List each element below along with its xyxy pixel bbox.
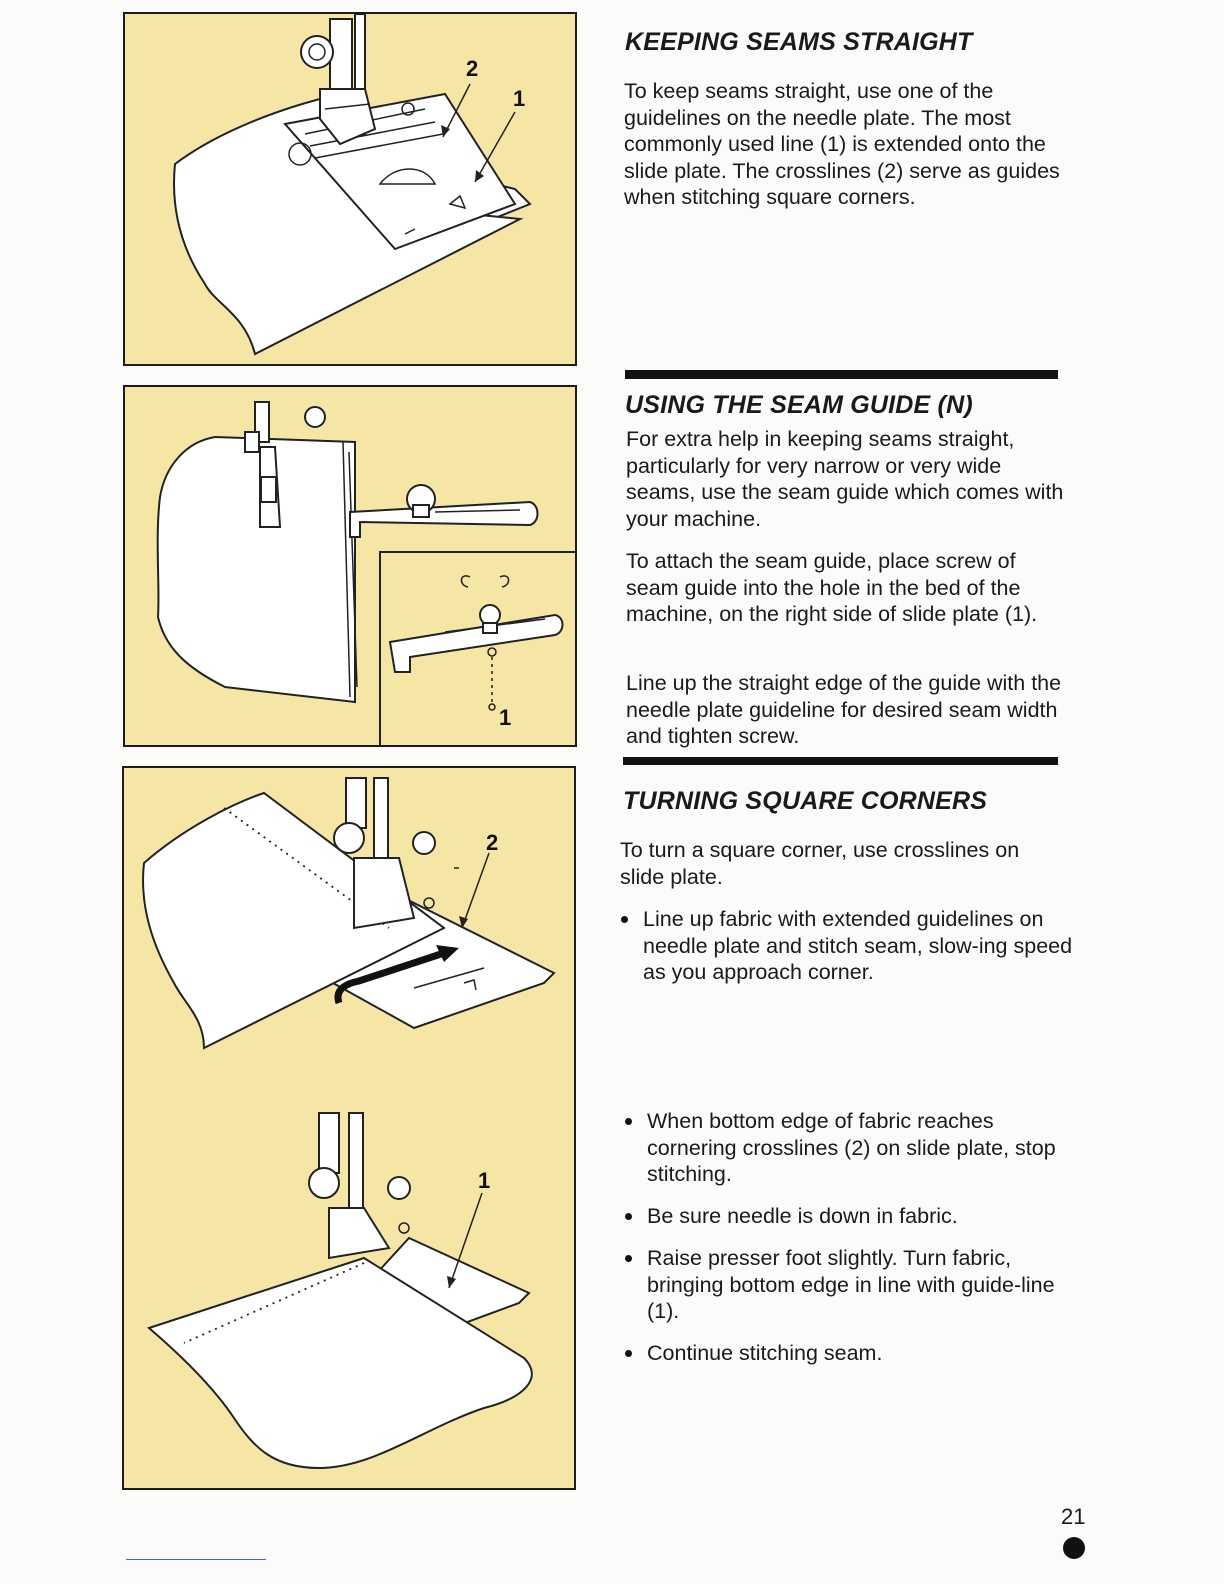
paragraph-keeping-seams: To keep seams straight, use one of the guidelines on the needle plate. The most commonly used line (1) is extended onto the slide plate. The crosslines (2) serve as guides when stitching square corners.	[624, 79, 1060, 209]
figure-turning-corners	[122, 766, 576, 1490]
needle-plate-illustration	[125, 14, 575, 364]
turning-corners-illustration	[124, 768, 574, 1488]
paragraph-seam-guide-intro: For extra help in keeping seams straight, particularly for very narrow or very wide seams, use the seam guide which comes with your machine.	[626, 427, 1064, 531]
paragraph-seam-guide-align: Line up the straight edge of the guide with the needle plate guideline for desired seam width and tighten screw.	[626, 671, 1062, 748]
heading-keeping-seams-straight: KEEPING SEAMS STRAIGHT	[625, 28, 973, 56]
list-item-text: Be sure needle is down in fabric.	[647, 1204, 958, 1228]
page-number: 21	[1061, 1504, 1086, 1529]
list-item	[643, 906, 1083, 986]
callout-1: 1	[499, 705, 512, 730]
list-item-text: When bottom edge of fabric reaches cornering crosslines (2) on slide plate, stop stitching.	[647, 1109, 1056, 1186]
list-item	[647, 1245, 1087, 1325]
figure-keeping-seams	[123, 12, 577, 366]
seam-guide-illustration	[125, 387, 575, 745]
list-item-text: Continue stitching seam.	[647, 1341, 883, 1365]
bullet-dot	[625, 1118, 632, 1125]
section-divider	[623, 757, 1058, 765]
bullet-dot	[625, 1213, 632, 1220]
callout-1: 1	[478, 1168, 491, 1193]
paragraph-corners-intro: To turn a square corner, use crosslines on slide plate.	[620, 838, 1020, 889]
list-item-text: Raise presser foot slightly. Turn fabric, bringing bottom edge in line with guide-line (1).	[647, 1246, 1055, 1323]
bullet-dot	[625, 1255, 632, 1262]
list-item-text: Line up fabric with extended guidelines on needle plate and stitch seam, slow-ing speed as you approach corner.	[643, 907, 1073, 984]
callout-2: 2	[486, 830, 499, 855]
heading-using-seam-guide: USING THE SEAM GUIDE (N)	[625, 391, 973, 419]
bullet-dot	[621, 916, 628, 923]
paragraph-seam-guide-attach: To attach the seam guide, place screw of seam guide into the hole in the bed of the machine, on the right side of slide plate (1).	[626, 549, 1038, 626]
callout-1: 1	[513, 86, 526, 111]
list-item	[647, 1203, 1087, 1230]
bullet-dot	[625, 1350, 632, 1357]
page-marker-dot	[1063, 1537, 1085, 1559]
list-item	[647, 1340, 1087, 1367]
list-item	[647, 1108, 1087, 1188]
section-divider	[625, 370, 1058, 379]
figure-seam-guide	[123, 385, 577, 747]
footer-line	[126, 1559, 266, 1560]
heading-turning-square-corners: TURNING SQUARE CORNERS	[623, 787, 988, 815]
callout-2: 2	[466, 56, 479, 81]
